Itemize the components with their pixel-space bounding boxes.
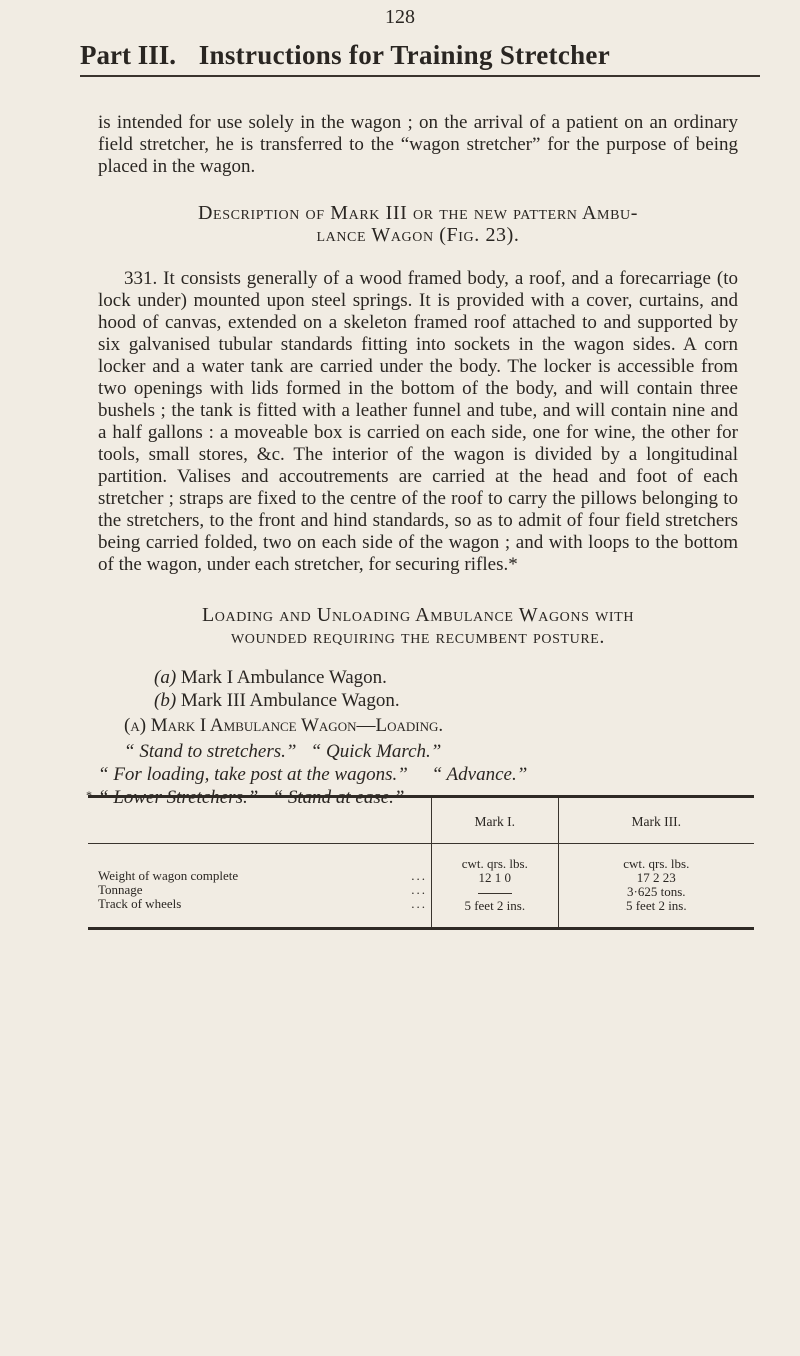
command: “ Advance.” [431,764,528,785]
table-cell: 5 feet 2 ins. [625,898,687,913]
command: “ Quick March.” [310,741,442,762]
table-cell [432,885,558,899]
table-cell: 17 2 23 [636,870,676,885]
wagon-list [154,666,738,712]
table-row [98,897,431,911]
section-heading-line: Description of Mark III or the new pattern Ambu- [198,202,638,224]
list-item [154,689,738,712]
table-cell: 3·625 tons. [627,884,686,899]
table-cell: 5 feet 2 ins. [464,898,526,913]
column-header-mark1: Mark I. [431,798,558,843]
table-header-blank [88,798,431,843]
row-label: Tonnage [98,882,143,897]
command: “ Lower Stretchers.” [98,787,259,808]
mark1-values [431,844,558,927]
section-heading-description [118,202,718,246]
leader-dots: ... [411,896,427,911]
list-item-text: Mark I Ambulance Wagon. [180,667,387,688]
footnote-mark: * [86,788,92,802]
row-labels [88,844,431,927]
table-header-row [88,798,754,844]
paragraph-331: 331. It consists generally of a wood framed body, a roof, and a forecarriage (to lock under) mounted upon steel springs. It is provided with a cover, curtains, and hood of canvas, extended on a skeleton framed roof attached to and supported by six galvanised tubular standards fitting into sockets in the wagon sides. A corn locker and a water tank are carried under the body. The locker is accessible from two openings with lids formed in the bottom of the body, and will contain three bushels ; the tank is fitted with a leather funnel and tube, and will contain nine and a half gallons : a moveable box is carried on each side, one for wine, the other for tools, small stores, &c. The interior of the wagon is divided by a longitudinal partition. Valises and accoutrements are carried at the head and foot of each stretcher ; straps are fixed to the centre of the roof to carry the pillows belonging to the stretchers, to the front and hind standards, so as to admit of four field stretchers being carried folded, two on each side of the wagon ; and with loops to the bottom of the wagon, under each stretcher, for securing rifles.* [98,268,738,575]
row-label: Track of wheels [98,896,182,911]
intro-paragraph: is intended for use solely in the wagon ; on the arrival of a patient on an ordinary field stretcher, he is transferred to the “wagon stretcher” for the purpose of being placed in the wagon. [98,112,738,177]
column-header-mark3: Mark III. [558,798,754,843]
list-item-label: (a) [154,667,177,688]
units-header: cwt. qrs. lbs. [623,856,690,871]
table-row [98,883,431,897]
leader-dots: ... [411,868,427,883]
page-number: 128 [385,6,415,28]
list-item [154,666,738,689]
command: “ Stand at ease.” [272,787,405,808]
page-body [98,112,738,809]
table-body [88,844,754,927]
part-label: Part III. [80,40,176,70]
running-head [80,40,760,77]
row-label: Weight of wagon complete [98,868,239,883]
command: “ For loading, take post at the wagons.” [98,764,408,785]
chapter-title: Instructions for Training Stretcher [198,40,610,70]
table-cell: 12 1 0 [478,870,512,885]
table-row [98,869,431,883]
units-header: cwt. qrs. lbs. [461,856,528,871]
mark3-values [558,844,754,927]
leader-dots: ... [411,882,427,897]
section-heading-line: lance Wagon (Fig. 23). [316,224,520,246]
wagon-comparison-table [88,795,754,930]
section-heading-loading [118,604,718,648]
loading-subheading: (a) Mark I Ambulance Wagon—Loading. [124,715,444,736]
command: “ Stand to stretchers.” [124,741,297,762]
list-item-text: Mark III Ambulance Wagon. [180,690,400,711]
section-heading-line: Loading and Unloading Ambulance Wagons with [201,604,635,626]
tonnage-dash [478,893,512,894]
list-item-label: (b) [154,690,177,711]
section-heading-line: wounded requiring the recumbent posture. [230,626,606,648]
